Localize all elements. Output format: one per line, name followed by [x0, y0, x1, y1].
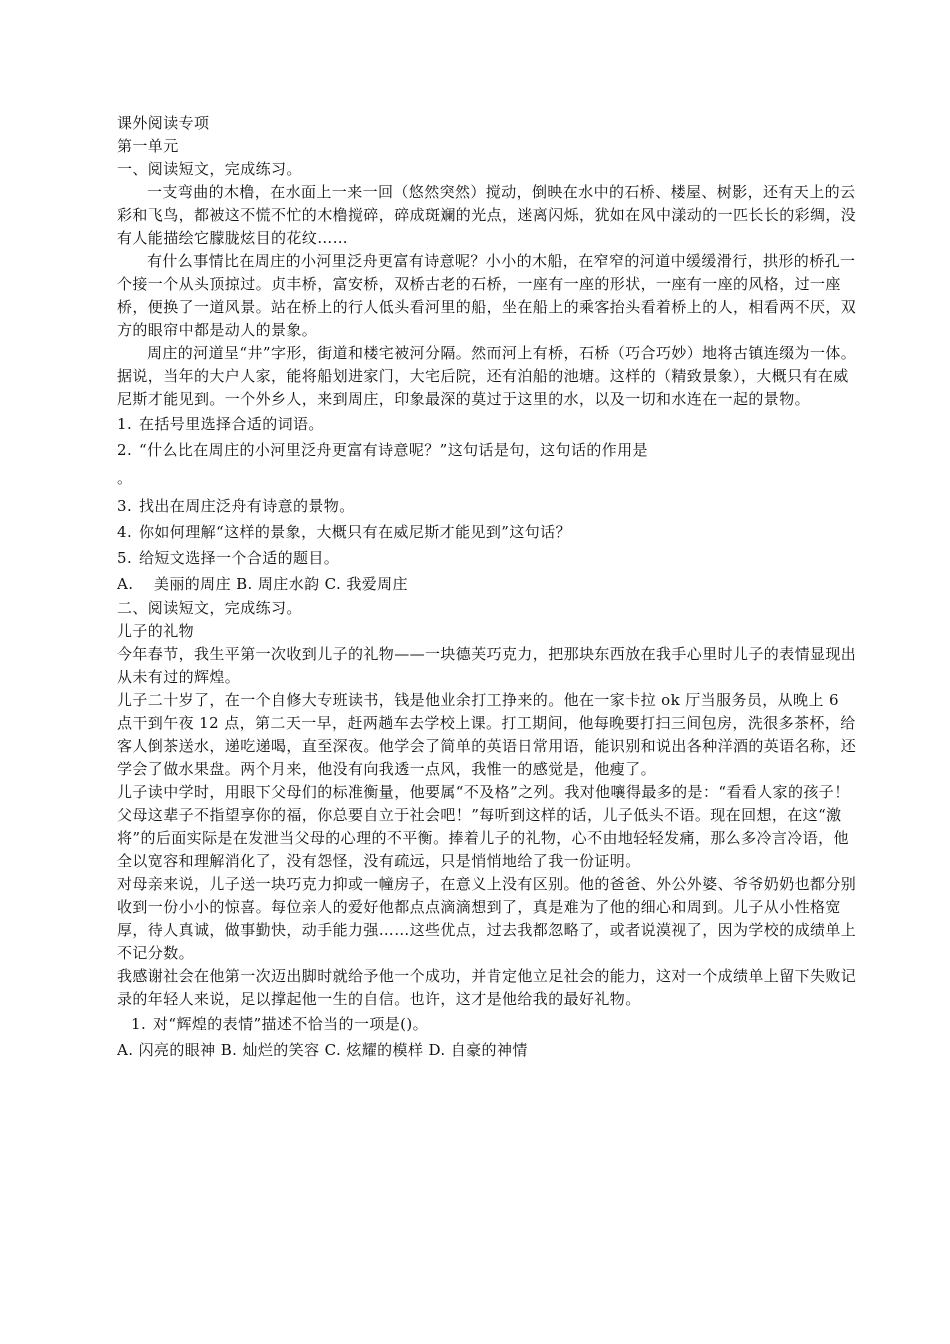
question-number: 5. — [117, 549, 133, 567]
question-text: 在括号里选择合适的词语。 — [139, 415, 324, 433]
section2-paragraph: 儿子二十岁了，在一个自修大专班读书，钱是他业余打工挣来的。他在一家卡拉 ok 厅当服务员，从晚上 6 点干到午夜 12 点，第二天一早，赶两趟车去学校上课。打工期间，他每晚要打扫三间包房，洗很多茶杯，给客人倒茶送水，递吃递喝，直至深夜。他学会了简单的英语日常用语，能识别和说出各种洋酒的英语名称，还学会了做水果盘。两个月来，他没有向我透一点风，我惟一的感觉是，他瘦了。 — [117, 691, 857, 778]
question-number: 4. — [117, 523, 133, 541]
section1-options: A. 美丽的周庄 B. 周庄水韵 C. 我爱周庄 — [117, 575, 408, 593]
document-title: 课外阅读专项 — [117, 114, 210, 132]
question-text: 你如何理解“这样的景象，大概只有在威尼斯才能见到”这句话？ — [139, 523, 571, 541]
section2-paragraph: 儿子读中学时，用眼下父母们的标准衡量，他要属“不及格”之列。我对他嚷得最多的是：“看看人家的孩子！父母这辈子不指望享你的福，你总要自立于社会吧！”每听到这样的话，儿子低头不语。现在回想，在这“激将”的后面实际是在发泄当父母的心理的不平衡。捧着儿子的礼物，心不由地轻轻发痛，那么多冷言冷语，他全以宽容和理解消化了，没有怨怪，没有疏远，只是悄悄地给了我一份证明。 — [117, 783, 850, 870]
section1-question — [117, 437, 857, 463]
section1-paragraph: 一支弯曲的木橹，在水面上一来一回（悠然突然）搅动，倒映在水中的石桥、楼屋、树影，还有天上的云彩和飞鸟，都被这不慌不忙的木橹搅碎，碎成斑斓的光点，迷离闪烁，犹如在风中漾动的一匹长长的彩绸，没有人能描绘它朦胧炫目的花纹…… — [117, 183, 857, 247]
section2-paragraph: 我感谢社会在他第一次迈出脚时就给予他一个成功，并肯定他立足社会的能力，这对一个成绩单上留下失败记录的年轻人来说，足以撑起他一生的自信。也许，这才是他给我的最好礼物。 — [117, 967, 857, 1008]
question-text: “什么比在周庄的小河里泛舟更富有诗意呢？”这句话是句，这句话的作用是 — [139, 441, 648, 459]
question-text: 给短文选择一个合适的题目。 — [139, 549, 340, 567]
question-text: 对“辉煌的表情”描述不恰当的一项是()。 — [153, 1015, 429, 1033]
section2-heading: 二、阅读短文，完成练习。 — [117, 599, 302, 617]
section1-question — [117, 519, 857, 545]
question-number: 2. — [117, 441, 133, 459]
section1-paragraph: 有什么事情比在周庄的小河里泛舟更富有诗意呢？小小的木船，在窄窄的河道中缓缓滑行，拱形的桥孔一个接一个从头顶掠过。贞丰桥，富安桥，双桥古老的石桥，一座有一座的形状，一座有一座的风格，过一座桥，便换了一道风景。站在桥上的行人低头看河里的船，坐在船上的乘客抬头看着桥上的人，相看两不厌，双方的眼帘中都是动人的景象。 — [117, 252, 857, 339]
question-answer-tail: 。 — [117, 469, 133, 487]
section1-question — [117, 493, 857, 519]
document-page — [117, 112, 857, 1063]
question-text: 找出在周庄泛舟有诗意的景物。 — [139, 497, 355, 515]
question-number: 1. — [117, 415, 133, 433]
section2-question — [117, 1011, 857, 1037]
section1-paragraph: 周庄的河道呈“井”字形，街道和楼宅被河分隔。然而河上有桥，石桥（巧合巧妙）地将古镇连缀为一体。据说，当年的大户人家，能将船划进家门，大宅后院，还有泊船的池塘。这样的（精致景象），大概只有在威尼斯才能见到。一个外乡人，来到周庄，印象最深的莫过于这里的水，以及一切和水连在一起的景物。 — [117, 344, 857, 408]
section2-paragraph: 今年春节，我生平第一次收到儿子的礼物——一块德芙巧克力，把那块东西放在我手心里时儿子的表情显现出从未有过的辉煌。 — [117, 645, 857, 686]
section1-question — [117, 411, 857, 437]
section2-paragraph: 对母亲来说，儿子送一块巧克力抑或一幢房子，在意义上没有区别。他的爸爸、外公外婆、爷爷奶奶也都分别收到一份小小的惊喜。每位亲人的爱好他都点点滴滴想到了，真是难为了他的细心和周到。儿子从小性格宽厚，待人真诚，做事勤快，动手能力强……这些优点，过去我都忽略了，或者说漠视了，因为学校的成绩单上不记分数。 — [117, 875, 857, 962]
question-number: 1. — [131, 1015, 147, 1033]
question-number: 3. — [117, 497, 133, 515]
unit-heading: 第一单元 — [117, 137, 179, 155]
story-title: 儿子的礼物 — [117, 622, 195, 640]
section1-question — [117, 545, 857, 571]
section1-heading: 一、阅读短文，完成练习。 — [117, 160, 302, 178]
section2-options: A. 闪亮的眼神 B. 灿烂的笑容 C. 炫耀的模样 D. 自豪的神情 — [117, 1041, 528, 1059]
